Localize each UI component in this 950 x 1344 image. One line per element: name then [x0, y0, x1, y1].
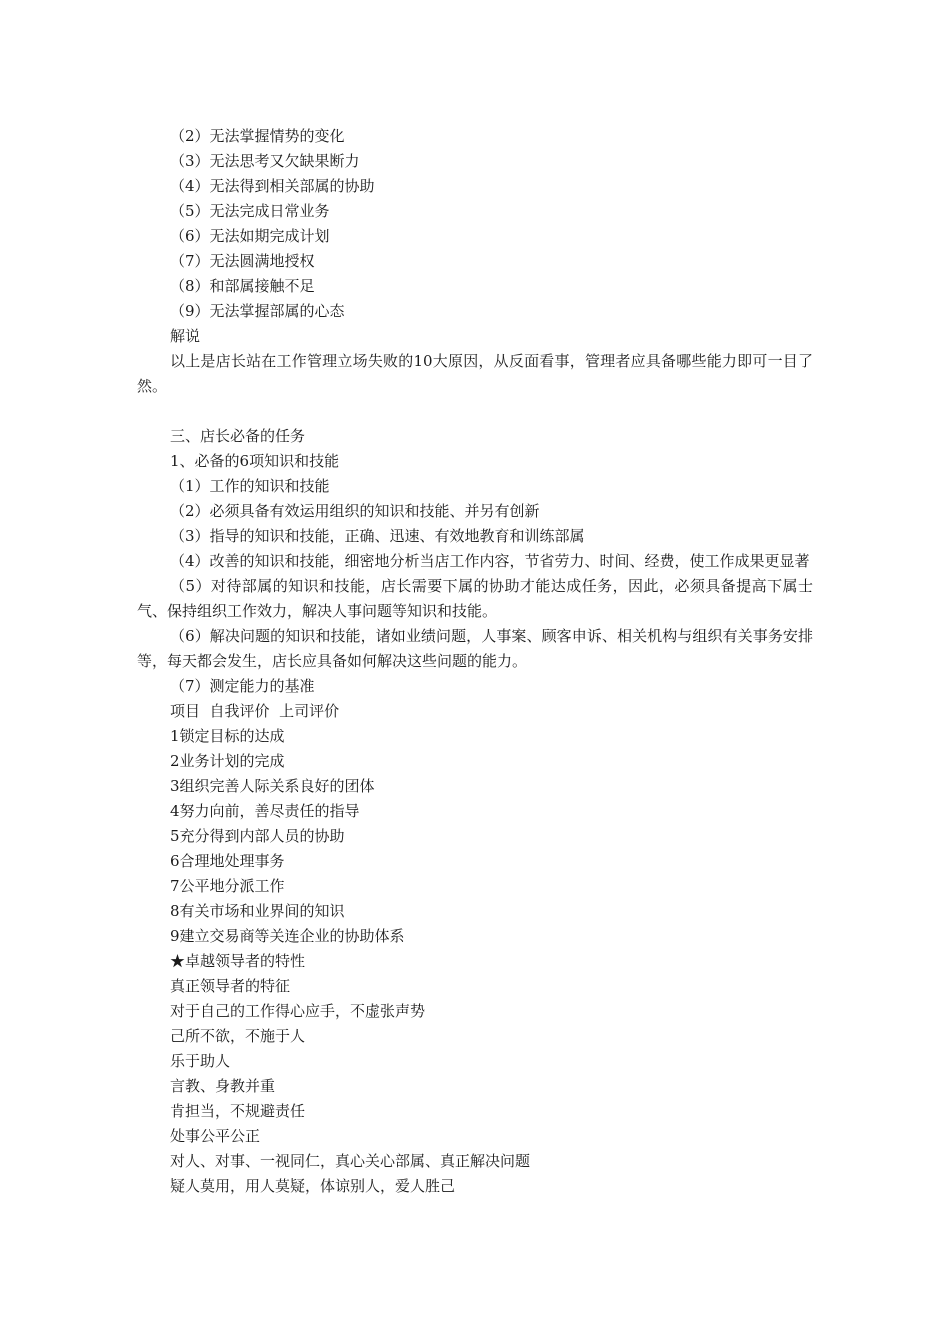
criteria-item: 3组织完善人际关系良好的团体	[170, 777, 375, 795]
list-item: （7）无法圆满地授权	[170, 252, 315, 270]
skill-item: （1）工作的知识和技能	[170, 477, 330, 495]
criteria-item: 5充分得到内部人员的协助	[170, 827, 345, 845]
list-item: （3）无法思考又欠缺果断力	[170, 152, 360, 170]
criteria-item: 1锁定目标的达成	[170, 727, 285, 745]
trait-item: 疑人莫用，用人莫疑，体谅别人，爱人胜己	[170, 1177, 456, 1195]
skill-item: （6）解决问题的知识和技能，诸如业绩问题，人事案、顾客申诉、相关机构与组织有关事务安排等，每天都会发生，店长应具备如何解决这些问题的能力。	[137, 627, 813, 670]
list-item: （4）无法得到相关部属的协助	[170, 177, 375, 195]
leader-subheading: 真正领导者的特征	[170, 977, 291, 995]
trait-item: 己所不欲，不施于人	[170, 1027, 306, 1045]
trait-item: 对于自己的工作得心应手，不虚张声势	[170, 1002, 426, 1020]
list-item: （8）和部属接触不足	[170, 277, 315, 295]
list-item: （6）无法如期完成计划	[170, 227, 330, 245]
explain-paragraph: 以上是店长站在工作管理立场失败的10大原因，从反面看事，管理者应具备哪些能力即可一目了然。	[137, 352, 813, 395]
section-heading: 三、店长必备的任务	[170, 427, 306, 445]
section-subheading: 1、必备的6项知识和技能	[170, 452, 340, 470]
table-header: 项目 自我评价 上司评价	[170, 702, 340, 720]
document-page	[137, 124, 813, 1199]
trait-item: 对人、对事、一视同仁，真心关心部属、真正解决问题	[170, 1152, 531, 1170]
list-item: （2）无法掌握情势的变化	[170, 127, 345, 145]
skill-item: （7）测定能力的基准	[170, 677, 315, 695]
leader-heading: ★卓越领导者的特性	[170, 952, 306, 970]
skill-item: （4）改善的知识和技能，细密地分析当店工作内容，节省劳力、时间、经费，使工作成果更显著	[170, 552, 810, 570]
trait-item: 肯担当，不规避责任	[170, 1102, 306, 1120]
criteria-item: 6合理地处理事务	[170, 852, 285, 870]
trait-item: 处事公平公正	[170, 1127, 261, 1145]
explain-heading: 解说	[170, 327, 201, 345]
skill-item: （3）指导的知识和技能，正确、迅速、有效地教育和训练部属	[170, 527, 585, 545]
trait-item: 言教、身教并重	[170, 1077, 276, 1095]
skill-item: （5）对待部属的知识和技能，店长需要下属的协助才能达成任务，因此，必须具备提高下属士气、保持组织工作效力，解决人事问题等知识和技能。	[137, 577, 813, 620]
spacer	[137, 399, 813, 424]
list-item: （9）无法掌握部属的心态	[170, 302, 345, 320]
criteria-item: 2业务计划的完成	[170, 752, 285, 770]
criteria-item: 8有关市场和业界间的知识	[170, 902, 345, 920]
skill-item: （2）必须具备有效运用组织的知识和技能、并另有创新	[170, 502, 540, 520]
criteria-item: 7公平地分派工作	[170, 877, 285, 895]
criteria-item: 4努力向前，善尽责任的指导	[170, 802, 360, 820]
criteria-item: 9建立交易商等关连企业的协助体系	[170, 927, 405, 945]
list-item: （5）无法完成日常业务	[170, 202, 330, 220]
trait-item: 乐于助人	[170, 1052, 231, 1070]
